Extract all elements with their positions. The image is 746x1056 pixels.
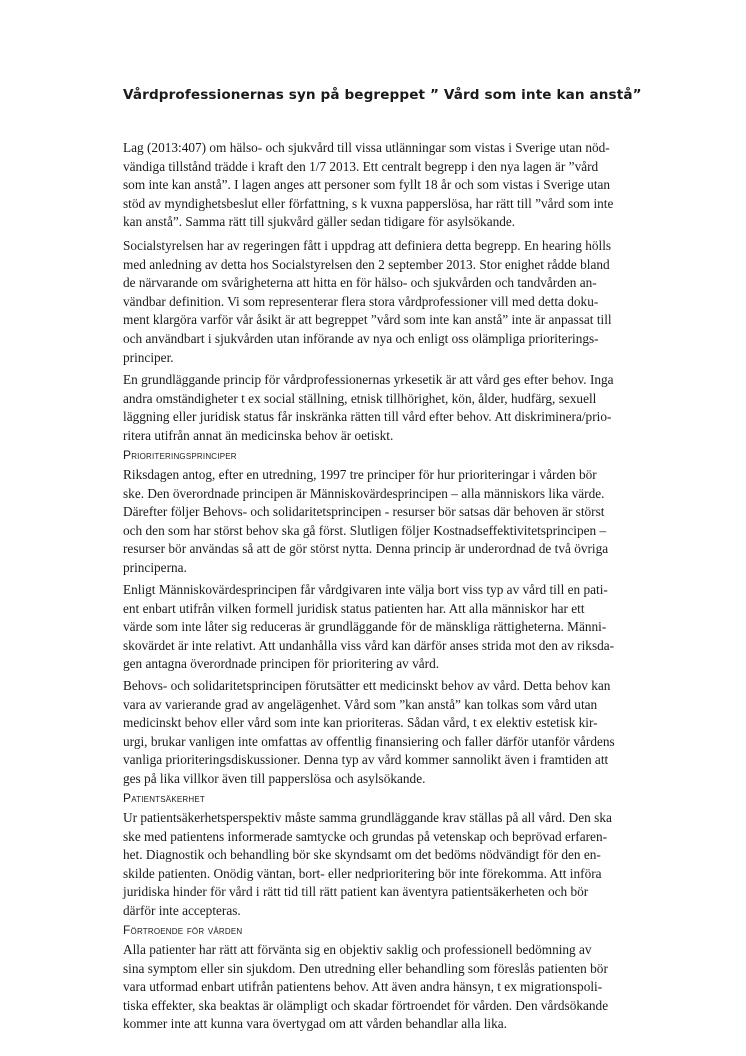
text-line: gen antagna överordnade principen för prioritering av vård.: [123, 656, 440, 672]
text-line: Enligt Människovärdesprincipen får vårdgivaren inte välja bort viss typ av vård till en pati-: [123, 582, 608, 597]
text-line: Behovs- och solidaritetsprincipen förutsätter ett medicinskt behov av vård. Detta behov kan: [123, 678, 611, 693]
text-line: principer.: [123, 349, 174, 365]
paragraph-behovsprincip: [123, 677, 659, 789]
text-line: Riksdagen antog, efter en utredning, 1997 tre principer för hur prioriteringar i vården bör: [123, 467, 597, 482]
text-line: stöd av myndighetsbeslut eller författning, s k vuxna papperslösa, har rätt till ”vård som inte: [123, 195, 614, 211]
text-line: Därefter följer Behovs- och solidaritetsprincipen - resurser bör satsas där behoven är störst: [123, 504, 605, 520]
text-line: Socialstyrelsen har av regeringen fått i uppdrag att definiera detta begrepp. En hearing hölls: [123, 238, 612, 253]
text-line: ritera utifrån annat än medicinska behov är oetiskt.: [123, 427, 394, 443]
paragraph-intro: [123, 139, 659, 232]
text-line: vara utformad enbart utifrån patientens behov. Att även andra hänsyn, t ex migrationspoli-: [123, 979, 603, 995]
text-line: het. Diagnostik och behandling bör ske skyndsamt om det bedöms nödvändigt för den en-: [123, 847, 601, 863]
text-line: ment klargöra varför vår åsikt är att begreppet ”vård som inte kan anstå” inte är anpassat till: [123, 312, 612, 328]
paragraph-riksdagen: [123, 466, 659, 578]
text-line: läggning eller juridisk status får inskränka rätten till vård efter behov. Att diskriminera/prio-: [123, 409, 612, 425]
text-line: ske med patientens informerade samtycke och grundas på vetenskap och beprövad erfaren-: [123, 828, 608, 844]
text-line: Ur patientsäkerhetsperspektiv måste samma grundläggande krav ställas på all vård. Den ska: [123, 810, 612, 825]
paragraph-grundlaggande-princip: [123, 371, 659, 445]
paragraph-manniskovarde: [123, 581, 659, 674]
section-heading: Patientsäkerhet: [123, 791, 205, 805]
text-line: och den som har störst behov ska gå först. Slutligen följer Kostnadseffektivitetsprincipen –: [123, 522, 607, 538]
text-line: vara av varierande grad av angelägenhet. Vård som ”kan anstå” kan tolkas som vård utan: [123, 696, 598, 712]
text-line: därför inte accepteras.: [123, 902, 241, 918]
text-line: med anledning av detta hos Socialstyrelsen den 2 september 2013. Stor enighet rådde bland: [123, 256, 610, 272]
text-line: skovärdet är inte relativt. Att undanhålla viss vård kan därför anses strida mot den av riksda-: [123, 637, 615, 653]
paragraph-fortroende: [123, 941, 659, 1034]
text-line: sina symptom eller sin sjukdom. Den utredning eller behandling som föreslås patienten bör: [123, 960, 608, 976]
text-line: skilde patienten. Onödig väntan, bort- eller nedprioritering bör inte förekomma. Att införa: [123, 865, 602, 881]
text-line: Lag (2013:407) om hälso- och sjukvård till vissa utlänningar som vistas i Sverige utan nöd-: [123, 140, 610, 155]
text-line: tiska effekter, ska beaktas är olämpligt och skadar förtroendet för vården. Den vårdsökande: [123, 997, 609, 1013]
text-line: vanliga prioriteringsdiskussioner. Denna typ av vård kommer sannolikt även i framtiden att: [123, 752, 609, 768]
text-line: vändbar definition. Vi som representerar flera stora vårdprofessioner vill med detta doku-: [123, 293, 599, 309]
paragraph-socialstyrelsen: [123, 237, 659, 367]
text-line: värde som inte låter sig reduceras är grundläggande för de mänskliga rättigheterna. Männi-: [123, 619, 607, 635]
paragraph-patientsakerhet: [123, 809, 659, 921]
text-line: och användbart i sjukvården utan införande av nya och enligt oss olämpliga prioriterings-: [123, 330, 599, 346]
text-line: kommer inte att kunna vara övertygad om att vården behandlar alla lika.: [123, 1016, 507, 1032]
text-line: kan anstå”. Samma rätt till sjukvård gäller sedan tidigare för asylsökande.: [123, 214, 516, 230]
text-line: principerna.: [123, 559, 187, 575]
text-line: medicinskt behov eller vård som inte kan prioriteras. Sådan vård, t ex elektiv estetisk kir-: [123, 715, 598, 731]
text-line: de närvarande om svårigheterna att hitta en för hälso- och sjukvården och tandvården an-: [123, 275, 597, 291]
text-line: ske. Den överordnade principen är Människovärdesprincipen – alla människors lika värde.: [123, 485, 605, 501]
text-line: juridiska hinder för vård i rätt tid till rätt patient kan äventyra patientsäkerheten och bör: [123, 884, 589, 900]
text-line: vändiga tillstånd trädde i kraft den 1/7 2013. Ett centralt begrepp i den nya lagen är ”vård: [123, 158, 599, 174]
text-line: resurser bör användas så att de gör störst nytta. Denna princip är underordnad de två övriga: [123, 541, 609, 557]
text-line: ges på lika villkor även till papperslösa och asylsökande.: [123, 770, 426, 786]
text-line: urgi, brukar vanligen inte omfattas av offentlig finansiering och faller därför utanför vårdens: [123, 733, 615, 749]
text-line: En grundläggande princip för vårdprofessionernas yrkesetik är att vård ges efter behov. Inga: [123, 372, 614, 387]
text-line: ent enbart utifrån vilken formell juridisk status patienten har. Att alla människor har ett: [123, 600, 585, 616]
section-heading: Förtroende för vården: [123, 923, 243, 937]
document-title: Vårdprofessionernas syn på begreppet ” Vård som inte kan anstå”: [123, 87, 642, 103]
section-heading: Prioriteringsprinciper: [123, 448, 237, 462]
text-line: som inte kan anstå”. I lagen anges att personer som fyllt 18 år och som vistas i Sverige utan: [123, 177, 611, 193]
text-line: Alla patienter har rätt att förvänta sig en objektiv saklig och professionell bedömning av: [123, 942, 592, 957]
text-line: andra omständigheter t ex social ställning, etnisk tillhörighet, kön, ålder, hudfärg, sexuell: [123, 390, 597, 406]
